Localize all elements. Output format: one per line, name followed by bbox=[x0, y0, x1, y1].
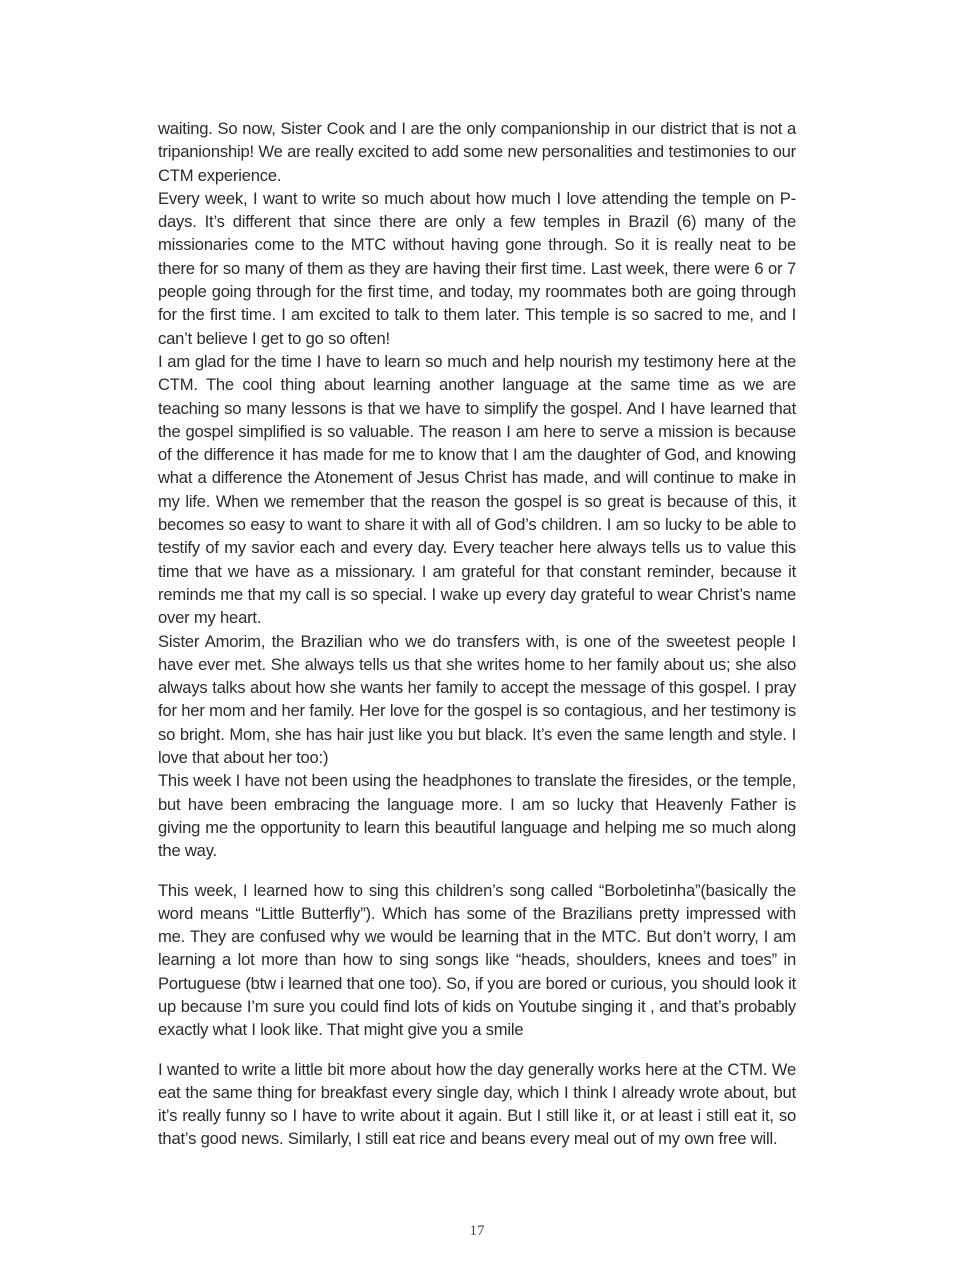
body-text bbox=[158, 117, 796, 1151]
page-number: 17 bbox=[469, 1223, 485, 1239]
paragraph-testimony: I am glad for the time I have to learn so much and help nourish my testimony here at the CTM. The cool thing about learning another language at the same time as we are teaching so many lessons is that we have to simplify the gospel. And I have learned that the gospel simplified is so valuable. The reason I am here to serve a mission is because of the difference it has made for me to know that I am the daughter of God, and knowing what a difference the Atonement of Jesus Christ has made, and will continue to make in my life. When we remember that the reason the gospel is so great is because of this, it becomes so easy to want to share it with all of God’s children. I am so lucky to be able to testify of my savior each and every day. Every teacher here always tells us to value this time that we have as a missionary. I am grateful for that constant reminder, because it reminds me that my call is so special. I wake up every day grateful to wear Christ’s name over my heart. bbox=[158, 351, 796, 628]
paragraph-temple: Every week, I want to write so much about how much I love attending the temple on P-days. It’s different that since there are only a few temples in Brazil (6) many of the missionaries come to the MTC without having gone through. So it is really neat to be there for so many of them as they are having their first time. Last week, there were 6 or 7 people going through for the first time, and today, my roommates both are going through for the first time. I am excited to talk to them later. This temple is so sacred to me, and I can’t believe I get to go so often! bbox=[158, 188, 796, 348]
paragraph-waiting: waiting. So now, Sister Cook and I are the only companionship in our district that is not a tripanionship! We are really excited to add some new personalities and testimonies to our CTM experience. bbox=[158, 119, 796, 185]
paragraph-sister-amorim: Sister Amorim, the Brazilian who we do transfers with, is one of the sweetest people I have ever met. She always tells us that she writes home to her family about us; she also always talks about how she wants her family to accept the message of this gospel. I pray for her mom and her family. Her love for the gospel is so contagious, and her testimony is so bright. Mom, she has hair just like you but black. It’s even the same length and style. I love that about her too:) bbox=[158, 631, 796, 768]
paragraph-daily-routine: I wanted to write a little bit more about how the day generally works here at the CTM. We eat the same thing for breakfast every single day, which I think I already wrote about, but it’s really funny so I have to write about it again. But I still like it, or at least i still eat it, so that’s good news. Similarly, I still eat rice and beans every meal out of my own free will. bbox=[158, 1059, 796, 1149]
paragraph-headphones: This week I have not been using the headphones to translate the firesides, or the temple, but have been embracing the language more. I am so lucky that Heavenly Father is giving me the opportunity to learn this beautiful language and helping me so much along the way. bbox=[158, 771, 796, 861]
paragraph-borboletinha: This week, I learned how to sing this children’s song called “Borboletinha”(basically the word means “Little Butterfly”). Which has some of the Brazilians pretty impressed with me. They are confused why we would be learning that in the MTC. But don’t worry, I am learning a lot more than how to sing songs like “heads, shoulders, knees and toes” in Portuguese (btw i learned that one too). So, if you are bored or curious, you should look it up because I’m sure you could find lots of kids on Youtube singing it , and that’s probably exactly what I look like. That might give you a smile bbox=[158, 880, 796, 1040]
